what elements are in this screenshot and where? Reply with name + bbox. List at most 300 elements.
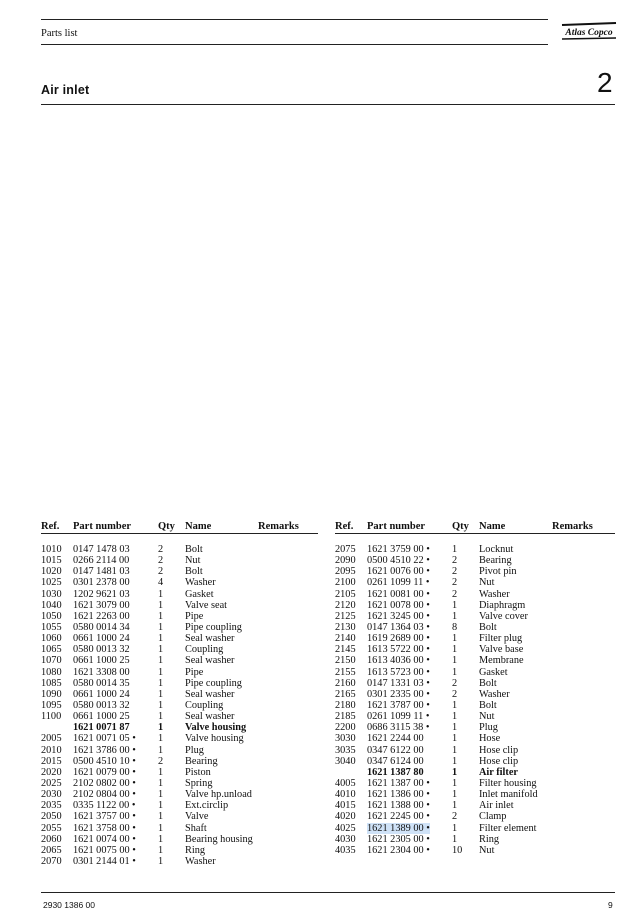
name-cell: Coupling — [185, 644, 224, 656]
name-cell: Filter element — [479, 822, 537, 834]
qty-cell: 1 — [158, 822, 164, 834]
part-number-cell: 1621 3786 00 • — [73, 744, 136, 756]
ref-cell: 1100 — [41, 711, 62, 723]
ref-cell: 3040 — [335, 755, 356, 767]
qty-cell: 1 — [452, 755, 458, 767]
qty-cell: 1 — [452, 722, 458, 734]
name-cell: Valve housing — [185, 733, 244, 745]
name-cell: Clamp — [479, 811, 507, 823]
name-cell: Nut — [479, 844, 495, 856]
part-number-cell: 1613 4036 00 • — [367, 655, 430, 667]
name-cell: Washer — [479, 588, 510, 600]
name-cell: Ext.circlip — [185, 800, 229, 812]
name-cell: Piston — [185, 766, 211, 778]
table-row — [41, 711, 318, 722]
ref-cell: 4010 — [335, 789, 356, 801]
ref-cell: 3035 — [335, 744, 356, 756]
qty-cell: 1 — [452, 789, 458, 801]
name-cell: Hose — [479, 733, 501, 745]
ref-cell: 2185 — [335, 711, 356, 723]
table-body — [335, 544, 615, 856]
qty-cell: 1 — [158, 777, 164, 789]
ref-cell: 1010 — [41, 544, 62, 555]
part-number-cell: 0580 0014 34 — [73, 621, 130, 633]
ref-cell: 1055 — [41, 621, 62, 633]
qty-cell: 2 — [452, 677, 458, 689]
qty-cell: 1 — [452, 711, 458, 723]
ref-cell: 2125 — [335, 610, 356, 622]
ref-cell: 2060 — [41, 833, 62, 845]
table-row — [41, 789, 318, 800]
qty-cell: 2 — [158, 755, 164, 767]
name-cell: Nut — [479, 711, 495, 723]
name-cell: Diaphragm — [479, 599, 526, 611]
table-row — [335, 611, 615, 622]
part-number-cell: 1621 0078 00 • — [367, 599, 430, 611]
table-row — [41, 644, 318, 655]
name-cell: Hose clip — [479, 755, 519, 767]
part-number-cell: 1621 2305 00 • — [367, 833, 430, 845]
part-number-cell: 0580 0013 32 — [73, 699, 130, 711]
ref-cell: 1095 — [41, 699, 62, 711]
ref-cell: 2055 — [41, 822, 62, 834]
part-number-cell: 1619 2689 00 • — [367, 633, 430, 645]
name-cell: Pipe coupling — [185, 621, 242, 633]
qty-cell: 1 — [158, 855, 164, 867]
qty-cell: 1 — [158, 733, 164, 745]
table-row — [335, 845, 615, 856]
col-ref: Ref. — [335, 521, 354, 532]
part-number-cell: 1621 1388 00 • — [367, 800, 430, 812]
name-cell: Inlet manifold — [479, 789, 538, 801]
qty-cell: 1 — [158, 844, 164, 856]
document-number: 2930 1386 00 — [43, 900, 95, 910]
part-number-cell: 0661 1000 25 — [73, 655, 130, 667]
table-row — [41, 678, 318, 689]
part-number-cell: 0147 1364 03 • — [367, 621, 430, 633]
name-cell: Ring — [185, 844, 206, 856]
ref-cell: 2150 — [335, 655, 356, 667]
part-number-cell: 1621 3245 00 • — [367, 610, 430, 622]
qty-cell: 2 — [452, 555, 458, 567]
header-label: Parts list — [41, 28, 78, 39]
table-row — [335, 778, 615, 789]
table-row — [41, 589, 318, 600]
ref-cell: 1065 — [41, 644, 62, 656]
part-number-cell: 1621 3787 00 • — [367, 699, 430, 711]
ref-cell: 2090 — [335, 555, 356, 567]
table-row — [335, 589, 615, 600]
name-cell: Bolt — [479, 621, 497, 633]
part-number-cell: 0301 2144 01 • — [73, 855, 136, 867]
table-row — [335, 811, 615, 822]
col-remarks: Remarks — [258, 521, 299, 532]
ref-cell: 4015 — [335, 800, 356, 812]
ref-cell: 2120 — [335, 599, 356, 611]
qty-cell: 1 — [452, 822, 458, 834]
ref-cell: 4020 — [335, 811, 356, 823]
qty-cell: 1 — [158, 588, 164, 600]
part-number-cell: 0261 1099 11 • — [367, 577, 430, 589]
name-cell: Membrane — [479, 655, 524, 667]
part-number-cell: 1621 2244 00 — [367, 733, 424, 745]
qty-cell: 1 — [452, 633, 458, 645]
name-cell: Washer — [479, 688, 510, 700]
part-number-cell: 0347 6124 00 — [367, 755, 424, 767]
qty-cell: 1 — [158, 599, 164, 611]
qty-cell: 1 — [452, 766, 458, 778]
part-number-cell: 1621 3308 00 — [73, 666, 130, 678]
table-row — [335, 756, 615, 767]
table-row — [335, 689, 615, 700]
qty-cell: 1 — [452, 699, 458, 711]
ref-cell: 1085 — [41, 677, 62, 689]
footer-rule — [41, 892, 615, 893]
table-row — [41, 633, 318, 644]
table-row — [41, 767, 318, 778]
assembly-row — [335, 767, 615, 778]
part-number-cell: 0661 1000 24 — [73, 633, 130, 645]
part-number-cell: 1621 1386 00 • — [367, 789, 430, 801]
qty-cell: 2 — [452, 566, 458, 578]
name-cell: Bolt — [479, 677, 497, 689]
qty-cell: 1 — [158, 800, 164, 812]
table-row — [41, 577, 318, 588]
ref-cell: 2035 — [41, 800, 62, 812]
ref-cell: 1080 — [41, 666, 62, 678]
ref-cell: 1060 — [41, 633, 62, 645]
name-cell: Plug — [185, 744, 204, 756]
part-number-cell: 0347 6122 00 — [367, 744, 424, 756]
part-number-cell: 1621 3758 00 • — [73, 822, 136, 834]
ref-cell: 4025 — [335, 822, 356, 834]
table-row — [41, 622, 318, 633]
name-cell: Pipe — [185, 610, 204, 622]
ref-cell: 1040 — [41, 599, 62, 611]
parts-table-left — [41, 519, 318, 867]
part-number-cell: 0661 1000 24 — [73, 688, 130, 700]
part-number-cell: 1621 3079 00 — [73, 599, 130, 611]
name-cell: Coupling — [185, 699, 224, 711]
table-row — [41, 856, 318, 867]
table-row — [41, 745, 318, 756]
name-cell: Filter plug — [479, 633, 523, 645]
ref-cell: 2155 — [335, 666, 356, 678]
qty-cell: 1 — [452, 610, 458, 622]
qty-cell: 1 — [452, 777, 458, 789]
name-cell: Valve base — [479, 644, 524, 656]
qty-cell: 1 — [158, 789, 164, 801]
name-cell: Air inlet — [479, 800, 514, 812]
qty-cell: 2 — [452, 577, 458, 589]
name-cell: Filter housing — [479, 777, 537, 789]
ref-cell: 4030 — [335, 833, 356, 845]
ref-cell: 2050 — [41, 811, 62, 823]
qty-cell: 1 — [158, 644, 164, 656]
part-number-cell: 0266 2114 00 — [73, 555, 130, 567]
ref-cell: 2100 — [335, 577, 356, 589]
header-rule-top — [41, 19, 548, 20]
ref-cell: 1090 — [41, 688, 62, 700]
qty-cell: 1 — [158, 811, 164, 823]
col-part-number: Part number — [367, 521, 426, 532]
name-cell: Hose clip — [479, 744, 519, 756]
name-cell: Pivot pin — [479, 566, 517, 578]
ref-cell: 2165 — [335, 688, 356, 700]
col-part-number: Part number — [73, 521, 132, 532]
ref-cell: 2065 — [41, 844, 62, 856]
name-cell: Bolt — [479, 699, 497, 711]
table-row — [335, 655, 615, 666]
part-number-cell: 2102 0802 00 • — [73, 777, 136, 789]
parts-table-right — [335, 519, 615, 856]
qty-cell: 1 — [158, 766, 164, 778]
part-number-cell: 0335 1122 00 • — [73, 800, 136, 812]
table-row — [41, 667, 318, 678]
qty-cell: 2 — [158, 555, 164, 567]
ref-cell: 3030 — [335, 733, 356, 745]
part-number-cell: 0500 4510 10 • — [73, 755, 136, 767]
table-row — [41, 611, 318, 622]
col-name: Name — [185, 521, 212, 532]
qty-cell: 1 — [452, 833, 458, 845]
qty-cell: 1 — [158, 711, 164, 723]
qty-cell: 1 — [452, 544, 458, 555]
table-row — [335, 711, 615, 722]
qty-cell: 1 — [158, 744, 164, 756]
table-row — [335, 600, 615, 611]
qty-cell: 2 — [158, 566, 164, 578]
qty-cell: 1 — [452, 744, 458, 756]
part-number-cell: 0580 0014 35 — [73, 677, 130, 689]
table-row — [335, 667, 615, 678]
part-number-cell: 0261 1099 11 • — [367, 711, 430, 723]
part-number-cell: 1621 0075 00 • — [73, 844, 136, 856]
part-number-cell: 0147 1481 03 — [73, 566, 130, 578]
qty-cell: 4 — [158, 577, 164, 589]
col-qty: Qty — [158, 521, 175, 532]
name-cell: Valve — [185, 811, 209, 823]
part-number-cell: 1621 0074 00 • — [73, 833, 136, 845]
part-number-cell: 1621 0081 00 • — [367, 588, 430, 600]
qty-cell: 1 — [158, 666, 164, 678]
part-number-cell: 0580 0013 32 — [73, 644, 130, 656]
name-cell: Seal washer — [185, 655, 235, 667]
table-row — [41, 834, 318, 845]
ref-cell: 1050 — [41, 610, 62, 622]
table-row — [41, 555, 318, 566]
ref-cell: 2030 — [41, 789, 62, 801]
name-cell: Ring — [479, 833, 500, 845]
part-number-cell: 1613 5723 00 • — [367, 666, 430, 678]
name-cell: Pipe coupling — [185, 677, 242, 689]
name-cell: Gasket — [479, 666, 508, 678]
table-row — [335, 644, 615, 655]
qty-cell: 1 — [158, 722, 164, 734]
ref-cell: 2160 — [335, 677, 356, 689]
qty-cell: 2 — [452, 811, 458, 823]
part-number-cell: 1621 2304 00 • — [367, 844, 430, 856]
col-remarks: Remarks — [552, 521, 593, 532]
name-cell: Bearing housing — [185, 833, 253, 845]
name-cell: Spring — [185, 777, 213, 789]
table-row — [335, 555, 615, 566]
table-row — [41, 655, 318, 666]
table-row — [41, 689, 318, 700]
part-number-cell: 1621 0076 00 • — [367, 566, 430, 578]
title-rule — [41, 104, 615, 105]
ref-cell: 2015 — [41, 755, 62, 767]
name-cell: Seal washer — [185, 711, 235, 723]
ref-cell: 2200 — [335, 722, 356, 734]
part-number-cell: 0686 3115 38 • — [367, 722, 430, 734]
qty-cell: 2 — [452, 688, 458, 700]
name-cell: Bolt — [185, 566, 203, 578]
part-number-cell: 0301 2378 00 — [73, 577, 130, 589]
part-number-cell: 1613 5722 00 • — [367, 644, 430, 656]
name-cell: Locknut — [479, 544, 514, 555]
table-row — [41, 733, 318, 744]
qty-cell: 1 — [452, 733, 458, 745]
name-cell: Bearing — [479, 555, 512, 567]
qty-cell: 1 — [452, 644, 458, 656]
table-row — [335, 544, 615, 555]
name-cell: Pipe — [185, 666, 204, 678]
part-number-cell: 1621 3757 00 • — [73, 811, 136, 823]
name-cell: Bolt — [185, 544, 203, 555]
ref-cell: 2105 — [335, 588, 356, 600]
page-number: 9 — [608, 900, 613, 910]
part-number-cell: 2102 0804 00 • — [73, 789, 136, 801]
qty-cell: 1 — [452, 800, 458, 812]
table-body — [41, 544, 318, 867]
col-ref: Ref. — [41, 521, 60, 532]
atlas-copco-logo — [560, 20, 618, 42]
qty-cell: 1 — [158, 621, 164, 633]
table-row — [41, 600, 318, 611]
ref-cell: 2130 — [335, 621, 356, 633]
ref-cell: 2010 — [41, 744, 62, 756]
table-row — [41, 700, 318, 711]
qty-cell: 1 — [158, 655, 164, 667]
name-cell: Shaft — [185, 822, 207, 834]
name-cell: Valve cover — [479, 610, 528, 622]
ref-cell: 2180 — [335, 699, 356, 711]
ref-cell: 4005 — [335, 777, 356, 789]
table-header — [41, 519, 318, 534]
col-qty: Qty — [452, 521, 469, 532]
qty-cell: 1 — [452, 666, 458, 678]
table-row — [41, 823, 318, 834]
name-cell: Washer — [185, 855, 216, 867]
name-cell: Plug — [479, 722, 498, 734]
table-row — [335, 700, 615, 711]
name-cell: Bearing — [185, 755, 218, 767]
table-row — [41, 800, 318, 811]
part-number-cell: 0500 4510 22 • — [367, 555, 430, 567]
ref-cell: 4035 — [335, 844, 356, 856]
table-row — [335, 622, 615, 633]
ref-cell: 1025 — [41, 577, 62, 589]
part-number-cell: 0147 1331 03 • — [367, 677, 430, 689]
name-cell: Gasket — [185, 588, 214, 600]
table-row — [335, 678, 615, 689]
name-cell: Washer — [185, 577, 216, 589]
name-cell: Valve hp.unload — [185, 789, 252, 801]
ref-cell: 2095 — [335, 566, 356, 578]
ref-cell: 2145 — [335, 644, 356, 656]
table-row — [335, 823, 615, 834]
svg-text:Atlas Copco: Atlas Copco — [565, 28, 613, 38]
ref-cell: 1020 — [41, 566, 62, 578]
table-row — [41, 845, 318, 856]
name-cell: Nut — [479, 577, 495, 589]
table-row — [335, 566, 615, 577]
ref-cell: 2025 — [41, 777, 62, 789]
ref-cell: 2140 — [335, 633, 356, 645]
ref-cell: 1070 — [41, 655, 62, 667]
part-number-cell: 1621 1389 00 • — [367, 822, 430, 834]
table-row — [335, 633, 615, 644]
assembly-row — [41, 722, 318, 733]
header-rule-bottom — [41, 44, 548, 45]
name-cell: Air filter — [479, 766, 518, 778]
table-row — [41, 756, 318, 767]
part-number-cell: 1621 2245 00 • — [367, 811, 430, 823]
name-cell: Valve housing — [185, 722, 247, 734]
part-number-cell: 1202 9621 03 — [73, 588, 130, 600]
table-row — [41, 544, 318, 555]
table-row — [335, 577, 615, 588]
ref-cell: 2020 — [41, 766, 62, 778]
qty-cell: 1 — [158, 610, 164, 622]
name-cell: Nut — [185, 555, 201, 567]
name-cell: Seal washer — [185, 633, 235, 645]
section-number: 2 — [597, 67, 613, 98]
qty-cell: 1 — [158, 633, 164, 645]
table-row — [335, 733, 615, 744]
table-row — [41, 566, 318, 577]
table-header — [335, 519, 615, 534]
part-number-cell: 0147 1478 03 — [73, 544, 130, 555]
qty-cell: 1 — [158, 833, 164, 845]
part-number-cell: 1621 0071 87 — [73, 722, 130, 734]
qty-cell: 2 — [452, 588, 458, 600]
table-row — [41, 811, 318, 822]
part-number-cell: 1621 3759 00 • — [367, 544, 430, 555]
qty-cell: 2 — [158, 544, 164, 555]
ref-cell: 1015 — [41, 555, 62, 567]
ref-cell: 2005 — [41, 733, 62, 745]
table-row — [335, 722, 615, 733]
part-number-cell: 0661 1000 25 — [73, 711, 130, 723]
col-name: Name — [479, 521, 506, 532]
part-number-cell: 1621 2263 00 — [73, 610, 130, 622]
qty-cell: 10 — [452, 844, 463, 856]
qty-cell: 8 — [452, 621, 458, 633]
ref-cell: 2075 — [335, 544, 356, 555]
part-number-cell: 1621 1387 00 • — [367, 777, 430, 789]
name-cell: Seal washer — [185, 688, 235, 700]
part-number-cell: 0301 2335 00 • — [367, 688, 430, 700]
table-row — [335, 800, 615, 811]
ref-cell: 2070 — [41, 855, 62, 867]
qty-cell: 1 — [452, 599, 458, 611]
section-title: Air inlet — [41, 83, 90, 97]
qty-cell: 1 — [158, 677, 164, 689]
table-row — [335, 834, 615, 845]
name-cell: Valve seat — [185, 599, 228, 611]
